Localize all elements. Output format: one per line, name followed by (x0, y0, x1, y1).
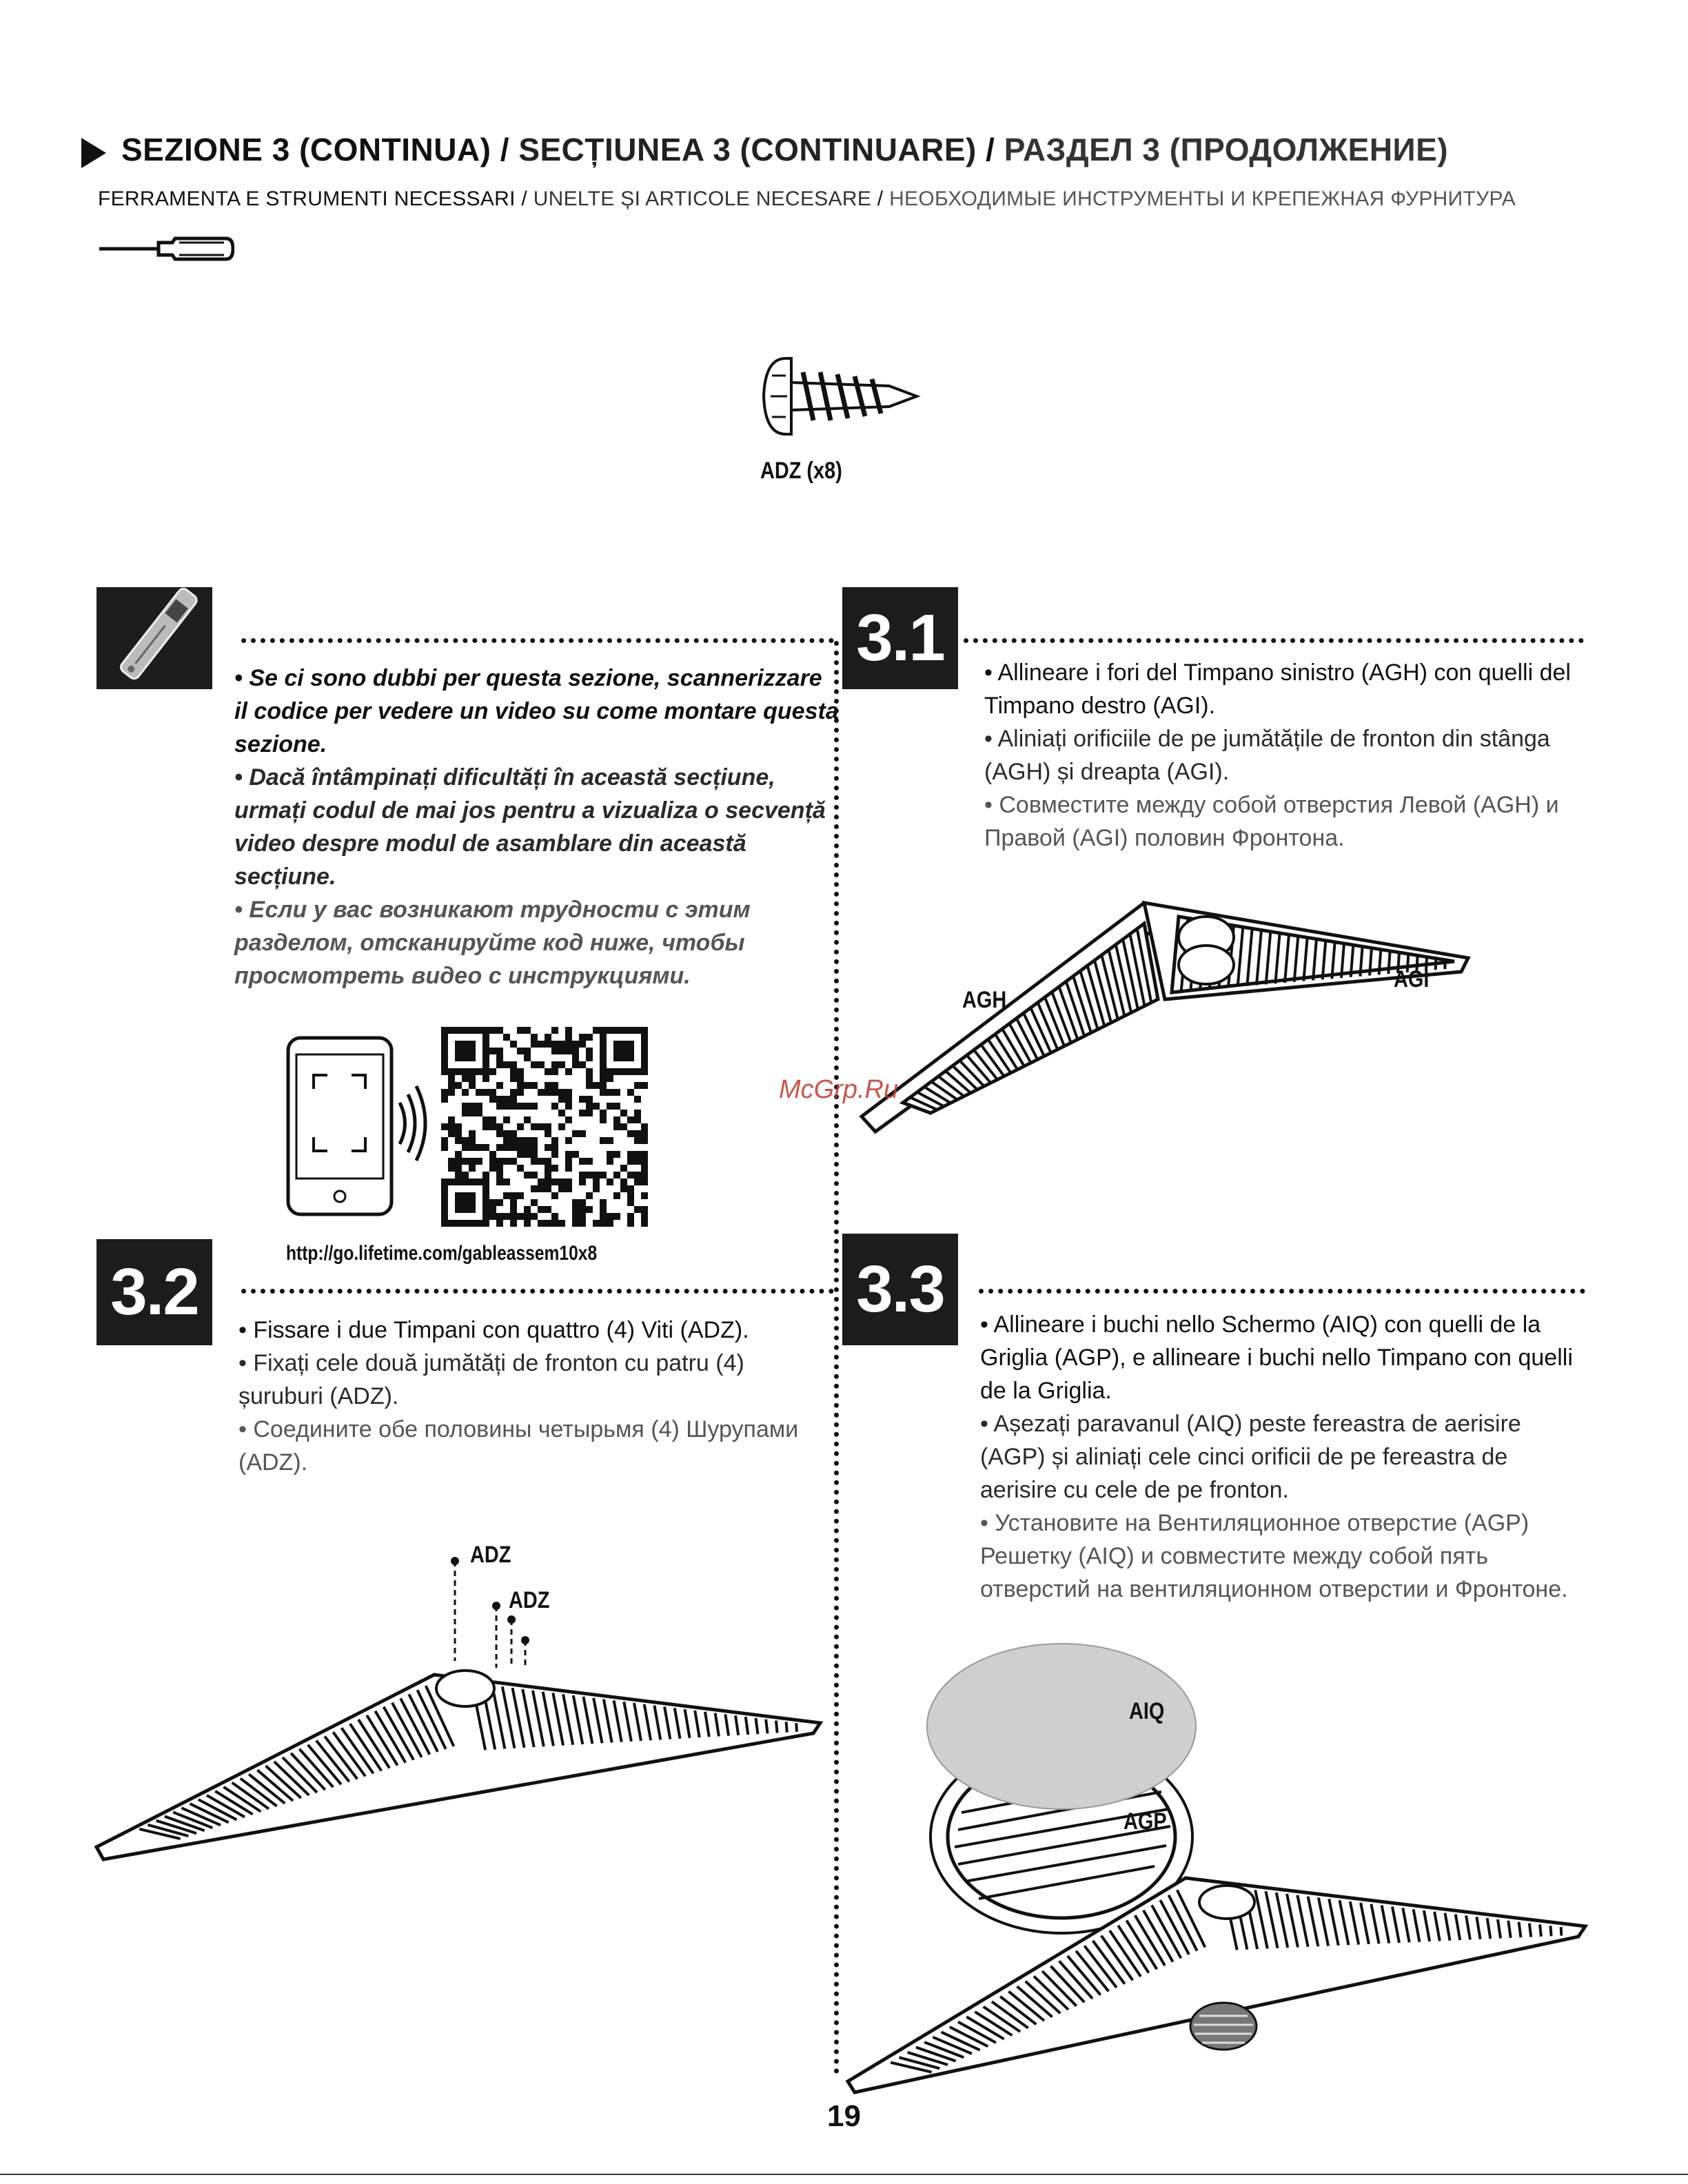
video-note-ro: • Dacă întâmpinați dificultăți în această secțiune, urmați codul de mai jos pentru a vizualiza o secvență video despre modul de asamblare din această secțiune. (234, 764, 826, 890)
title-ru: РАЗДЕЛ 3 (ПРОДОЛЖЕНИЕ) (1004, 132, 1449, 167)
video-note-it: • Se ci sono dubbi per questa sezione, scannerizzare il codice per vedere un video su come montare questa sezione. (234, 665, 839, 757)
page-number: 19 (827, 2099, 861, 2133)
screw-icon (758, 351, 924, 441)
step-3-2-text (238, 1314, 831, 1479)
step-3-1-ro: • Aliniați orificiile de pe jumătățile de fronton din stânga (AGH) și dreapta (AGI). (984, 726, 1550, 785)
bottom-rule (0, 2174, 1688, 2175)
step-3-3-gable-illustration (841, 1640, 1599, 2095)
step-3-2-badge: 3.2 (96, 1239, 212, 1345)
subtitle-separator: / (871, 187, 890, 210)
phone-scan-icon (283, 1034, 434, 1220)
step-3-2-ru: • Соедините обе половины четырьмя (4) Шурупами (ADZ). (238, 1416, 799, 1476)
label-agp: AGP (1123, 1808, 1167, 1835)
step-3-1-ru: • Совместите между собой отверстия Левой (AGH) и Правой (AGI) половин Фронтона. (984, 792, 1559, 851)
tools-subtitle (98, 187, 1516, 211)
hardware-label: ADZ (x8) (760, 458, 842, 484)
title-it: SEZIONE 3 (CONTINUA) (121, 132, 491, 167)
label-adz-2: ADZ (509, 1587, 550, 1613)
subtitle-it: FERRAMENTA E STRUMENTI NECESSARI (98, 187, 516, 210)
step-3-1-text (984, 656, 1591, 855)
divider-dots (241, 1289, 834, 1294)
step-3-2-gable-illustration (90, 1544, 834, 1888)
step-3-3-ru: • Установите на Вентиляционное отверстие (AGP) Решетку (AIQ) и совместите между собой пять отверстий на вентиляционном отверстии и Фронтоне. (980, 1510, 1568, 1602)
divider-dots (964, 638, 1584, 643)
screwdriver-icon (96, 232, 234, 266)
step-3-3-badge: 3.3 (842, 1234, 958, 1345)
qr-code[interactable] (441, 1027, 648, 1227)
video-note-badge (96, 587, 212, 689)
video-url-link[interactable]: http://go.lifetime.com/gableassem10x8 (286, 1242, 598, 1265)
step-3-1-badge: 3.1 (842, 587, 958, 689)
section-title (121, 131, 1448, 168)
step-3-3-text (980, 1308, 1587, 1606)
step-3-2-it: • Fissare i due Timpani con quattro (4) Viti (ADZ). (238, 1317, 749, 1343)
watermark: McGrp.Ru (779, 1075, 899, 1104)
label-aiq: AIQ (1129, 1698, 1165, 1724)
divider-dots (979, 1289, 1585, 1294)
video-note-ru: • Если у вас возникают трудности с этим разделом, отсканируйте код ниже, чтобы просмотреть видео с инструкциями. (234, 897, 751, 989)
step-3-1-gable-illustration (848, 875, 1592, 1137)
step-3-1-it: • Allineare i fori del Timpano sinistro (AGH) con quelli del Timpano destro (AGI). (984, 660, 1571, 719)
divider-dots (241, 638, 834, 643)
title-separator: / (976, 132, 1004, 167)
title-ro: SECȚIUNEA 3 (CONTINUARE) (518, 132, 977, 167)
label-agh: AGH (962, 987, 1007, 1013)
step-3-2-ro: • Fixați cele două jumătăți de fronton cu patru (4) șuruburi (ADZ). (238, 1350, 744, 1409)
label-adz-1: ADZ (470, 1542, 511, 1568)
pen-phone-icon (96, 587, 212, 689)
title-separator: / (491, 132, 519, 167)
label-agi: AGI (1394, 966, 1430, 992)
subtitle-ro: UNELTE ȘI ARTICOLE NECESARE (533, 187, 872, 210)
step-3-3-it: • Allineare i buchi nello Schermo (AIQ) con quelli de la Griglia (AGP), e allineare i buchi nello Timpano con quelli de la Griglia. (980, 1312, 1573, 1404)
section-arrow-icon (81, 138, 106, 168)
subtitle-separator: / (515, 187, 533, 210)
step-3-3-ro: • Așezați paravanul (AIQ) peste fereastra de aerisire (AGP) și aliniați cele cinci orificii de pe fereastra de aerisire cu cele de pe fronton. (980, 1411, 1521, 1503)
subtitle-ru: НЕОБХОДИМЫЕ ИНСТРУМЕНТЫ И КРЕПЕЖНАЯ ФУРНИТУРА (889, 187, 1516, 210)
video-note-text (234, 662, 841, 992)
